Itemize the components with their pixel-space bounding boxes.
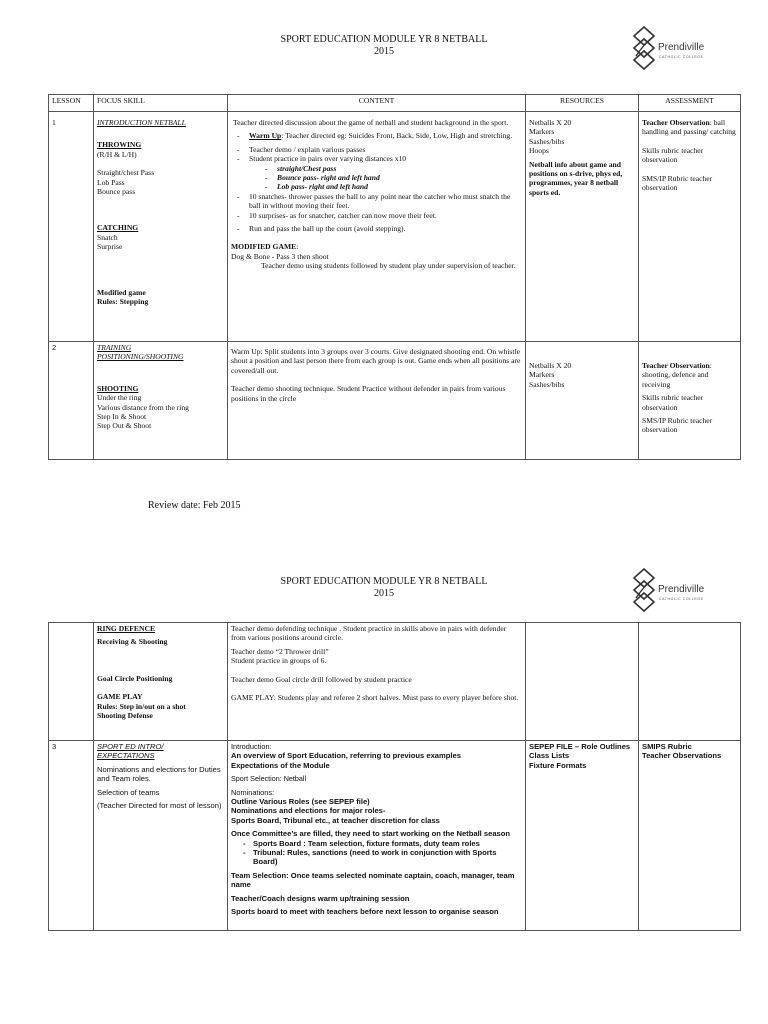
review-date: Review date: Feb 2015 [148,500,241,511]
outline-text: Outline Various Roles (see SEPEP file) [231,797,370,807]
warmup-text: Warm Up: Split students into 3 groups over 3 courts. Give designated shooting end. On whistle shout a position and last person there from each group is out. Game ends when all positions are covered/all out. [231,347,521,375]
sms-rubric: SMS/IP Rubric teacher observation [642,416,713,435]
nominations-text: Nominations and elections for Duties and Team roles. [97,764,221,784]
assessment-cell-empty [639,623,741,741]
table-row-lesson-2-continued [49,623,741,741]
focus-title: TRAINING [97,343,132,352]
focus-skill-cell [94,112,228,342]
module-table-page2 [48,622,741,931]
header-focus-skill: FOCUS SKILL [94,95,228,112]
pass-item: Bounce pass [97,187,136,197]
header-assessment: ASSESSMENT [639,95,741,112]
focus-skill-cell [94,623,228,741]
resource-item: Netballs X 20 [529,118,572,127]
table-row-lesson-2 [49,342,741,460]
throwing-hands: (R/H & L/H) [97,149,137,159]
goal-circle-label: Goal Circle Positioning [97,673,173,683]
logo-subtitle: CATHOLIC COLLEGE [659,597,704,601]
assessment-item: SMIPS Rubric [642,742,692,751]
resource-item: Sashes/bibs [529,136,565,146]
goal-drill-text: Teacher demo Goal circle drill followed by student practice [231,674,412,684]
table-row-lesson-3 [49,741,741,931]
netball-info: Netball info about game and positions on s-drive, phys ed, programmes, year 8 netball sports ed. [529,159,623,197]
shooting-heading: SHOOTING [97,383,139,393]
list-item: - 10 surprises- as for snatcher, catcher can now move their feet. [249,211,522,220]
demo-text: Teacher demo shooting technique. Student Practice without defender in pairs from various positions in the circle [231,384,506,403]
header-content: CONTENT [228,95,526,112]
resource-item: Fixture Formats [529,760,587,770]
teacher-demo-text: Teacher demo using students followed by student play under supervision of teacher. [261,261,516,271]
committee-text: Once Committee’s are filled, they need to start working on the Netball season [231,829,511,839]
focus-skill-cell [94,741,228,931]
shooting-item: Step Out & Shoot [97,421,152,431]
drill-text: Teacher demo “2 Thrower drill” [231,646,329,656]
resources-cell-empty [526,623,639,741]
logo-name: Prendiville [658,42,705,53]
resource-item: SEPEP FILE – Role Outlines [529,742,631,751]
game-play-text: GAME PLAY: Students play and referee 2 short halves. Must pass to every player before shot. [231,693,519,703]
game-play-label: GAME PLAY [97,692,143,702]
list-item: - Tribunal: Rules, sanctions (need to work in conjunction with Sports Board) [253,848,522,867]
content-cell [228,342,526,460]
assessment-cell: Teacher Observation: ball handling and passing/ catching Skills rubric teacher observation SMS/IP Rubric teacher observation [639,112,741,342]
page-year: 2015 [374,588,394,599]
content-cell: Teacher directed discussion about the game of netball and student background in the sport. - Warm Up: Teacher directed eg: Suicides Front, Back, Side, Low, High and stretching. - Teacher demo / explain various passes - Student practice in pairs over varying distances x10 - straight/Chest pass - Bounce pass- right and left hand - Lob pass- right and left hand - 10 snatches- thrower passes the ball to any point near the catcher who must snatch the ball in without moving their feet. - 10 surprises- as for snatcher, catcher can now move their feet. - Run and pass the ball up the court (avoid stepping). MODIFIED GAME: Dog & Bone - Pass 3 then shoot Teacher demo using students followed by student play under supervision of teacher. [228,112,526,342]
expectations-text: Expectations of the Module [231,760,330,770]
teacher-observation-label: Teacher Observation [642,118,710,127]
pass-item: Straight/chest Pass [97,168,155,178]
boards-text: Sports Board, Tribunal etc., at teacher discretion for class [231,815,440,825]
skills-rubric: Skills rubric teacher observation [642,393,704,412]
page-year: 2015 [374,46,394,57]
list-item: - Lob pass- right and left hand [277,182,522,191]
assessment-cell [639,741,741,931]
catching-heading: CATCHING [97,223,139,233]
list-item: - straight/Chest pass [277,164,522,173]
focus-title: EXPECTATIONS [97,751,155,761]
teacher-directed-text: (Teacher Directed for most of lesson) [97,801,222,811]
lesson-number: 3 [49,741,94,931]
shooting-item: Step In & Shoot [97,412,147,422]
catch-item: Surprise [97,242,123,252]
shooting-defense-label: Shooting Defense [97,711,153,721]
shooting-item: Under the ring [97,393,142,403]
page-title: SPORT EDUCATION MODULE YR 8 NETBALL [280,576,488,587]
list-item: - 10 snatches- thrower passes the ball to any point near the catcher who must snatch the ball in without moving their feet. [249,192,522,211]
ring-defence-heading: RING DEFENCE [97,624,156,633]
major-roles-text: Nominations and elections for major roles- [231,806,386,816]
table-row-lesson-1 [49,112,741,342]
intro-text: Teacher directed discussion about the game of netball and student background in the sport. [233,118,509,127]
resources-cell [526,112,639,342]
logo-subtitle: CATHOLIC COLLEGE [659,55,704,59]
rules-label: Rules: Stepping [97,297,149,307]
coach-text: Teacher/Coach designs warm up/training session [231,893,410,903]
resource-item: Class Lists [529,751,570,761]
college-crest-icon [632,568,656,612]
nominations-heading: Nominations: [231,787,275,797]
focus-title: SPORT ED INTRO/ [97,742,164,751]
college-logo [632,568,722,616]
table-header-row [49,95,741,112]
resource-item: Hoops [529,146,549,156]
assessment-cell: Teacher Observation: shooting, defence and receiving Skills rubric teacher observation SMS/IP Rubric teacher observation [639,342,741,460]
module-table-page1 [48,94,741,460]
college-logo [632,26,722,74]
list-item: - Run and pass the ball up the court (avoid stepping). [249,224,522,233]
shooting-item: Various distance from the ring [97,402,189,412]
lesson-number: 1 [49,112,94,342]
sport-selection-text: Sport Selection: Netball [231,774,307,784]
list-item: - Warm Up: Teacher directed eg: Suicides Front, Back, Side, Low, High and stretching. [249,131,522,140]
groups-text: Student practice in groups of 6. [231,656,327,666]
sports-board-meet-text: Sports board to meet with teachers before next lesson to organise season [231,907,499,917]
dog-bone-text: Dog & Bone - Pass 3 then shoot [231,251,329,261]
throwing-heading: THROWING [97,140,142,150]
content-cell [228,741,526,931]
introduction-heading: Introduction: [231,742,272,751]
sms-rubric: SMS/IP Rubric teacher observation [642,173,713,193]
resources-cell [526,342,639,460]
demo-text: Teacher demo defending technique . Student practice in skills above in pairs with defender from various positions around circle. [231,624,507,643]
receiving-label: Receiving & Shooting [97,637,168,647]
modified-game-heading: MODIFIED GAME [231,242,297,252]
list-item: - Sports Board : Team selection, fixture formats, duty team roles [253,839,522,848]
resource-item: Netballs X 20 [529,361,572,370]
header-lesson: LESSON [49,95,94,112]
focus-title: POSITIONING/SHOOTING [97,352,184,362]
focus-title: INTRODUCTION NETBALL [97,118,186,127]
list-item: - Teacher demo / explain various passes [249,145,522,154]
list-item: - Bounce pass- right and left hand [277,173,522,182]
skills-rubric: Skills rubric teacher observation [642,145,704,165]
resource-item: Markers [529,127,555,137]
content-cell [228,623,526,741]
college-crest-icon [632,26,656,70]
focus-skill-cell [94,342,228,460]
catch-item: Snatch [97,232,118,242]
resource-item: Markers [529,370,555,380]
logo-name: Prendiville [658,584,705,595]
modified-game-label: Modified game [97,287,146,297]
selection-text: Selection of teams [97,787,160,797]
lesson-number: 2 [49,342,94,460]
lesson-number-empty [49,623,94,741]
team-selection-text: Team Selection: Once teams selected nominate captain, coach, manager, team name [231,870,515,890]
resource-item: Sashes/bibs [529,379,565,389]
rules-label: Rules: Step in/out on a shot [97,701,186,711]
teacher-observation-label: Teacher Observation [642,361,710,370]
pass-item: Lob Pass [97,177,125,187]
page-title: SPORT EDUCATION MODULE YR 8 NETBALL [280,34,488,45]
list-item: - Student practice in pairs over varying distances x10 [249,154,522,163]
header-resources: RESOURCES [526,95,639,112]
overview-text: An overview of Sport Education, referring to previous examples [231,751,461,761]
resources-cell [526,741,639,931]
assessment-item: Teacher Observations [642,751,722,761]
